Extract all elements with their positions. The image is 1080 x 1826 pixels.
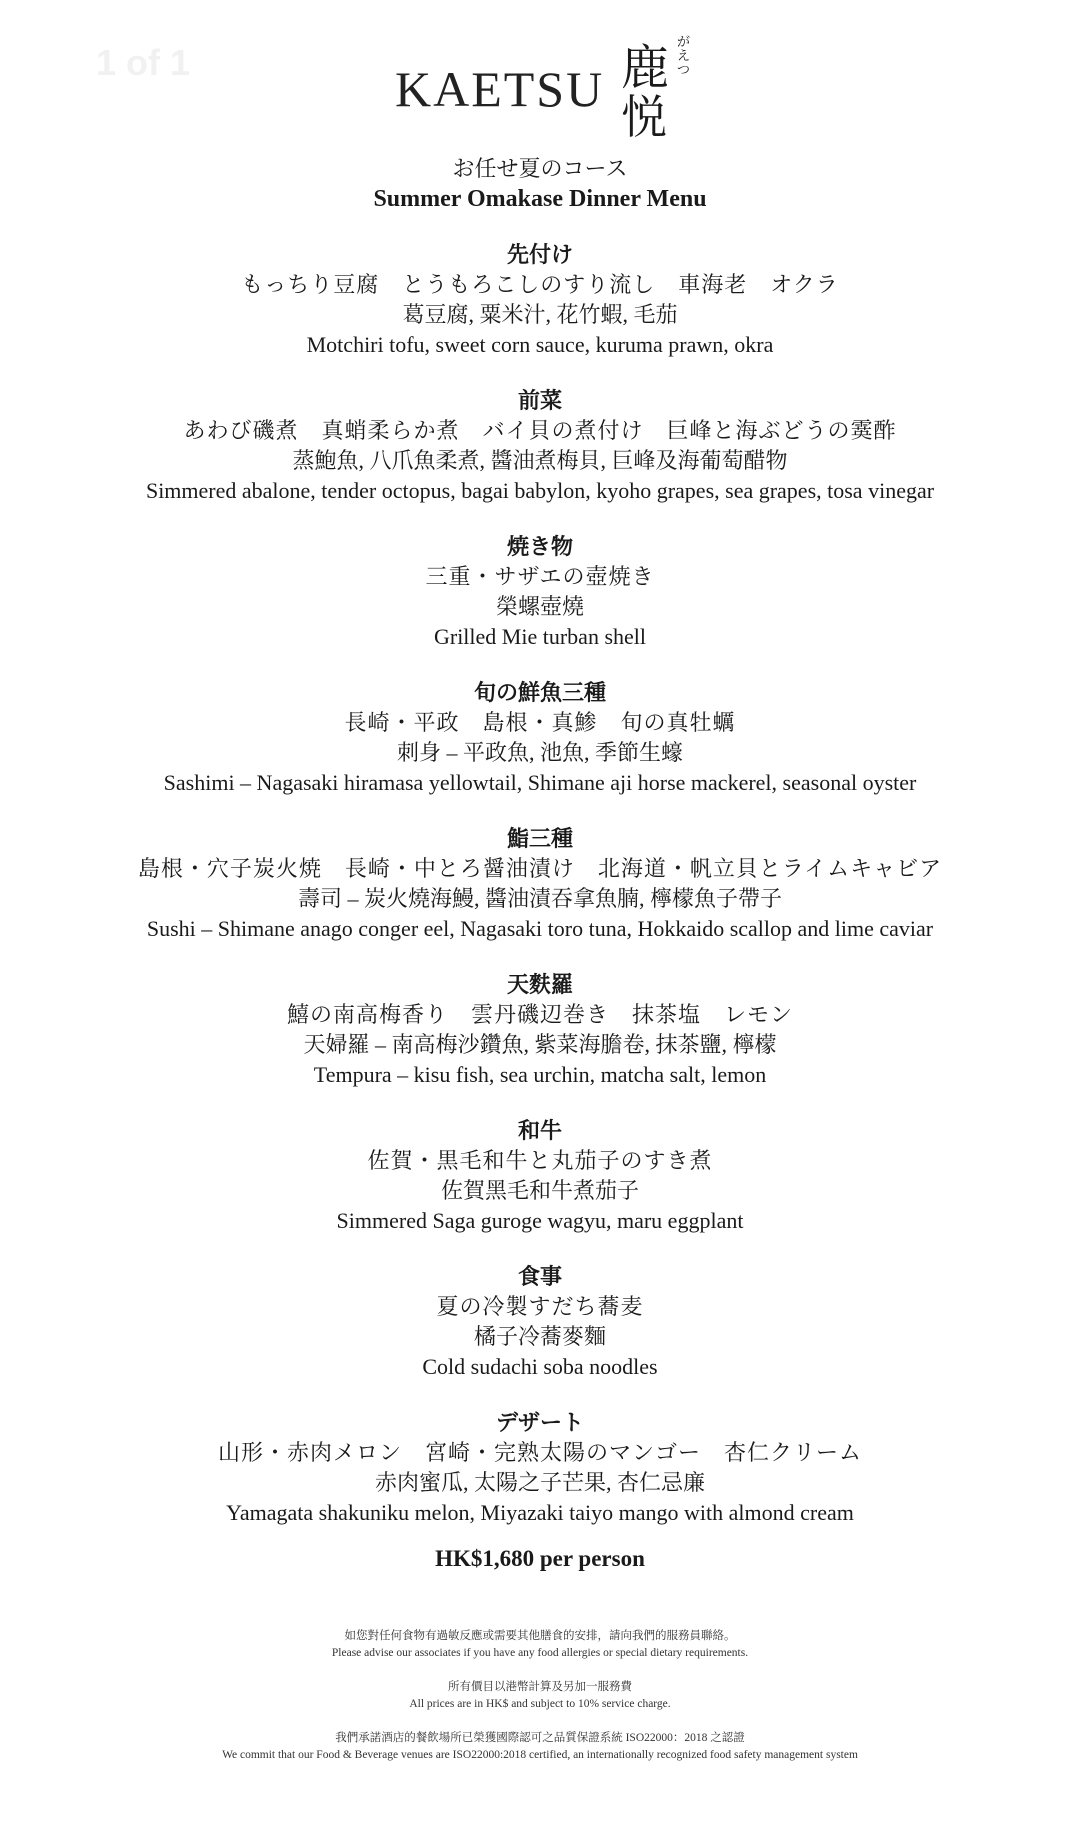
course-sashimi (0, 678, 1080, 824)
course-description-japanese: 三重・サザエの壺焼き (425, 564, 655, 589)
logo-kanji-2: 悦 (621, 90, 667, 144)
footer-notes (0, 1628, 1080, 1781)
kaetsu-logo (395, 34, 691, 144)
course-description-japanese: もっちり豆腐 とうもろこしのすり流し 車海老 オクラ (241, 272, 839, 297)
course-title: 和牛 (517, 1118, 562, 1143)
course-description-japanese: 鱚の南高梅香り 雲丹磯辺巻き 抹茶塩 レモン (286, 1002, 793, 1027)
menu-title-english: Summer Omakase Dinner Menu (373, 186, 707, 212)
course-tempura (0, 970, 1080, 1116)
course-title: 旬の鮮魚三種 (473, 680, 606, 705)
allergy-note-chinese: 如您對任何食物有過敏反應或需要其他膳食的安排，請向我們的服務員聯絡。 (344, 1630, 736, 1642)
menu-price: HK$1,680 per person (435, 1546, 645, 1571)
course-description-chinese: 刺身 – 平政魚, 池魚, 季節生蠔 (396, 740, 683, 765)
page-indicator: 1 of 1 (96, 42, 191, 83)
course-description-japanese: あわび磯煮 真蛸柔らか煮 バイ貝の煮付け 巨峰と海ぶどうの霙酢 (183, 418, 897, 443)
course-title: 鮨三種 (506, 826, 573, 851)
iso-note-chinese: 我們承諾酒店的餐飲場所已榮獲國際認可之品質保證系統 ISO22000：2018 之認證 (335, 1732, 745, 1744)
allergy-note-english: Please advise our associates if you have any food allergies or special dietary requirements. (331, 1647, 749, 1659)
course-description-chinese: 橘子冷蕎麥麵 (473, 1324, 606, 1349)
course-description-chinese: 榮螺壺燒 (495, 594, 584, 619)
course-description-japanese: 長崎・平政 島根・真鯵 旬の真牡蠣 (344, 710, 736, 735)
iso-certification-note (0, 1730, 1080, 1764)
iso-note-english: We commit that our Food & Beverage venues are ISO22000:2018 certified, an internationally recognized food safety management system (222, 1749, 858, 1761)
course-sakizuke (0, 240, 1080, 386)
course-description-english: Simmered Saga guroge wagyu, maru eggplant (336, 1208, 744, 1233)
course-description-english: Grilled Mie turban shell (433, 624, 646, 649)
menu-title-japanese: お任せ夏のコース (452, 156, 628, 181)
logo-wordmark: KAETSU (395, 61, 605, 117)
course-title: 先付け (506, 242, 573, 267)
course-description-chinese: 天婦羅 – 南高梅沙鑽魚, 紫菜海膽卷, 抹茶鹽, 檸檬 (303, 1032, 777, 1057)
course-description-japanese: 島根・穴子炭火焼 長崎・中とろ醤油漬け 北海道・帆立貝とライムキャビア (137, 856, 943, 881)
course-title: デザート (495, 1410, 584, 1435)
course-yakimono (0, 532, 1080, 678)
course-shokuji (0, 1262, 1080, 1408)
course-description-chinese: 壽司 – 炭火燒海鰻, 醬油漬吞拿魚腩, 檸檬魚子帶子 (297, 886, 782, 911)
course-description-japanese: 夏の冷製すだち蕎麦 (436, 1294, 644, 1319)
course-title: 食事 (517, 1264, 562, 1289)
course-description-chinese: 蒸鮑魚, 八爪魚柔煮, 醬油煮梅貝, 巨峰及海葡萄醋物 (292, 448, 788, 473)
course-description-japanese: 佐賀・黒毛和牛と丸茄子のすき煮 (367, 1148, 713, 1173)
logo-furigana: がえつ (677, 35, 691, 78)
course-description-japanese: 山形・赤肉メロン 宮崎・完熟太陽のマンゴー 杏仁クリーム (217, 1440, 862, 1465)
course-description-english: Sushi – Shimane anago conger eel, Nagasaki toro tuna, Hokkaido scallop and lime caviar (146, 916, 934, 941)
course-title: 天麩羅 (506, 972, 573, 997)
service-charge-note (0, 1679, 1080, 1713)
course-title: 焼き物 (506, 534, 573, 559)
course-list (0, 240, 1080, 1554)
logo-kanji-mark (621, 32, 691, 142)
course-wagyu (0, 1116, 1080, 1262)
course-description-english: Motchiri tofu, sweet corn sauce, kuruma prawn, okra (306, 332, 774, 357)
course-dessert (0, 1408, 1080, 1554)
course-description-chinese: 佐賀黑毛和牛煮茄子 (440, 1178, 639, 1203)
service-charge-note-chinese: 所有價目以港幣計算及另加一服務費 (448, 1681, 632, 1693)
course-description-english: Simmered abalone, tender octopus, bagai babylon, kyoho grapes, sea grapes, tosa vinegar (145, 478, 935, 503)
course-description-chinese: 葛豆腐, 粟米汁, 花竹蝦, 毛茄 (402, 302, 678, 327)
course-description-english: Cold sudachi soba noodles (422, 1354, 658, 1379)
course-sushi (0, 824, 1080, 970)
allergy-note (0, 1628, 1080, 1662)
course-description-english: Yamagata shakuniku melon, Miyazaki taiyo mango with almond cream (226, 1500, 854, 1525)
logo-kanji-1: 鹿 (621, 40, 670, 96)
course-description-english: Tempura – kisu fish, sea urchin, matcha salt, lemon (313, 1062, 767, 1087)
course-description-english: Sashimi – Nagasaki hiramasa yellowtail, Shimane aji horse mackerel, seasonal oyster (163, 770, 917, 795)
course-title: 前菜 (517, 388, 562, 413)
course-description-chinese: 赤肉蜜瓜, 太陽之子芒果, 杏仁忌廉 (374, 1470, 705, 1495)
course-zensai (0, 386, 1080, 532)
service-charge-note-english: All prices are in HK$ and subject to 10% service charge. (409, 1698, 671, 1710)
